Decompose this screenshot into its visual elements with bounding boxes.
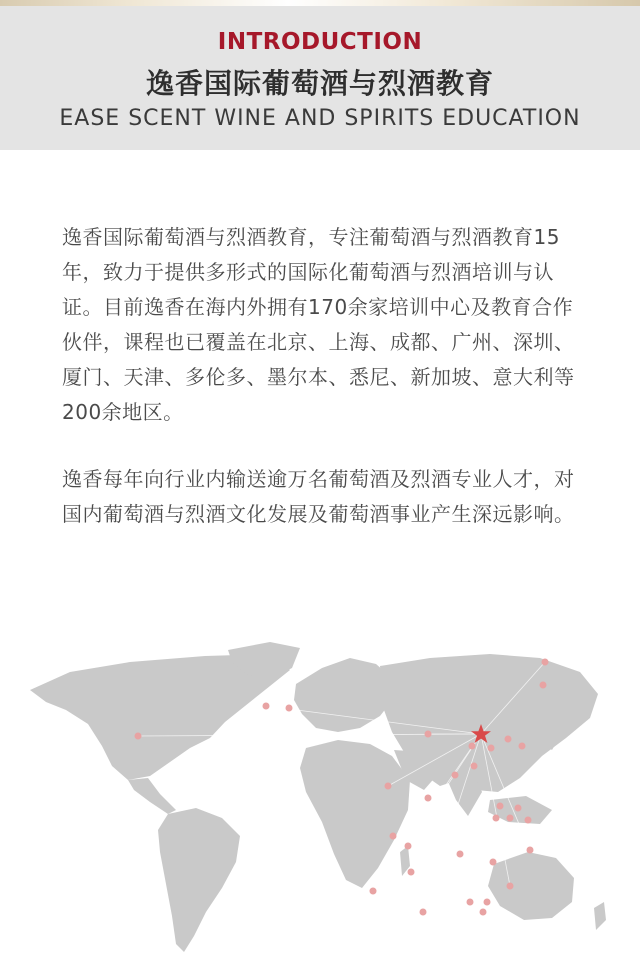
location-dot: [525, 817, 532, 824]
world-map: [0, 640, 640, 977]
location-dot: [527, 847, 534, 854]
location-dot: [493, 815, 500, 822]
location-dot: [471, 763, 478, 770]
africa-shape: [300, 740, 410, 888]
location-dot: [425, 795, 432, 802]
location-dot: [420, 909, 427, 916]
intro-paragraph: 逸香国际葡萄酒与烈酒教育，专注葡萄酒与烈酒教育15年，致力于提供多形式的国际化葡萄酒与烈酒培训与认证。目前逸香在海内外拥有170余家培训中心及教育合作伙伴，课程也已覆盖在北京、上海、成都、广州、深圳、厦门、天津、多伦多、墨尔本、悉尼、新加坡、意大利等200余地区。: [62, 225, 575, 424]
location-dot: [135, 733, 142, 740]
location-dot: [488, 745, 495, 752]
location-dot: [484, 899, 491, 906]
world-map-graphic: [0, 640, 640, 977]
decorative-top-strip: [0, 0, 640, 6]
location-dot: [507, 883, 514, 890]
location-dot: [505, 736, 512, 743]
page-title-chinese: 逸香国际葡萄酒与烈酒教育: [145, 67, 494, 100]
page-title-english: EASE SCENT WINE AND SPIRITS EDUCATION: [59, 106, 581, 131]
location-dot: [507, 815, 514, 822]
location-dot: [263, 703, 270, 710]
location-dot: [490, 859, 497, 866]
location-dot: [385, 783, 392, 790]
location-dot: [467, 899, 474, 906]
south-america-shape: [158, 808, 240, 952]
location-dot: [542, 659, 549, 666]
location-dot: [425, 731, 432, 738]
location-dot: [469, 743, 476, 750]
location-dot: [408, 869, 415, 876]
location-dot: [452, 772, 459, 779]
location-dot: [457, 851, 464, 858]
location-dot: [370, 888, 377, 895]
section-label: INTRODUCTION: [217, 29, 423, 55]
australia-shape: [488, 852, 574, 920]
location-dot: [515, 805, 522, 812]
new-zealand-shape: [594, 902, 606, 930]
location-dot: [540, 682, 547, 689]
location-dot: [480, 909, 487, 916]
location-dot: [286, 705, 293, 712]
location-dot: [519, 743, 526, 750]
impact-paragraph: 逸香每年向行业内输送逾万名葡萄酒及烈酒专业人才，对国内葡萄酒与烈酒文化发展及葡萄酒事业产生深远影响。: [62, 467, 575, 526]
location-dot: [390, 833, 397, 840]
central-america-shape: [128, 778, 176, 814]
location-dot: [497, 803, 504, 810]
continents: [30, 642, 606, 952]
location-dot: [405, 843, 412, 850]
